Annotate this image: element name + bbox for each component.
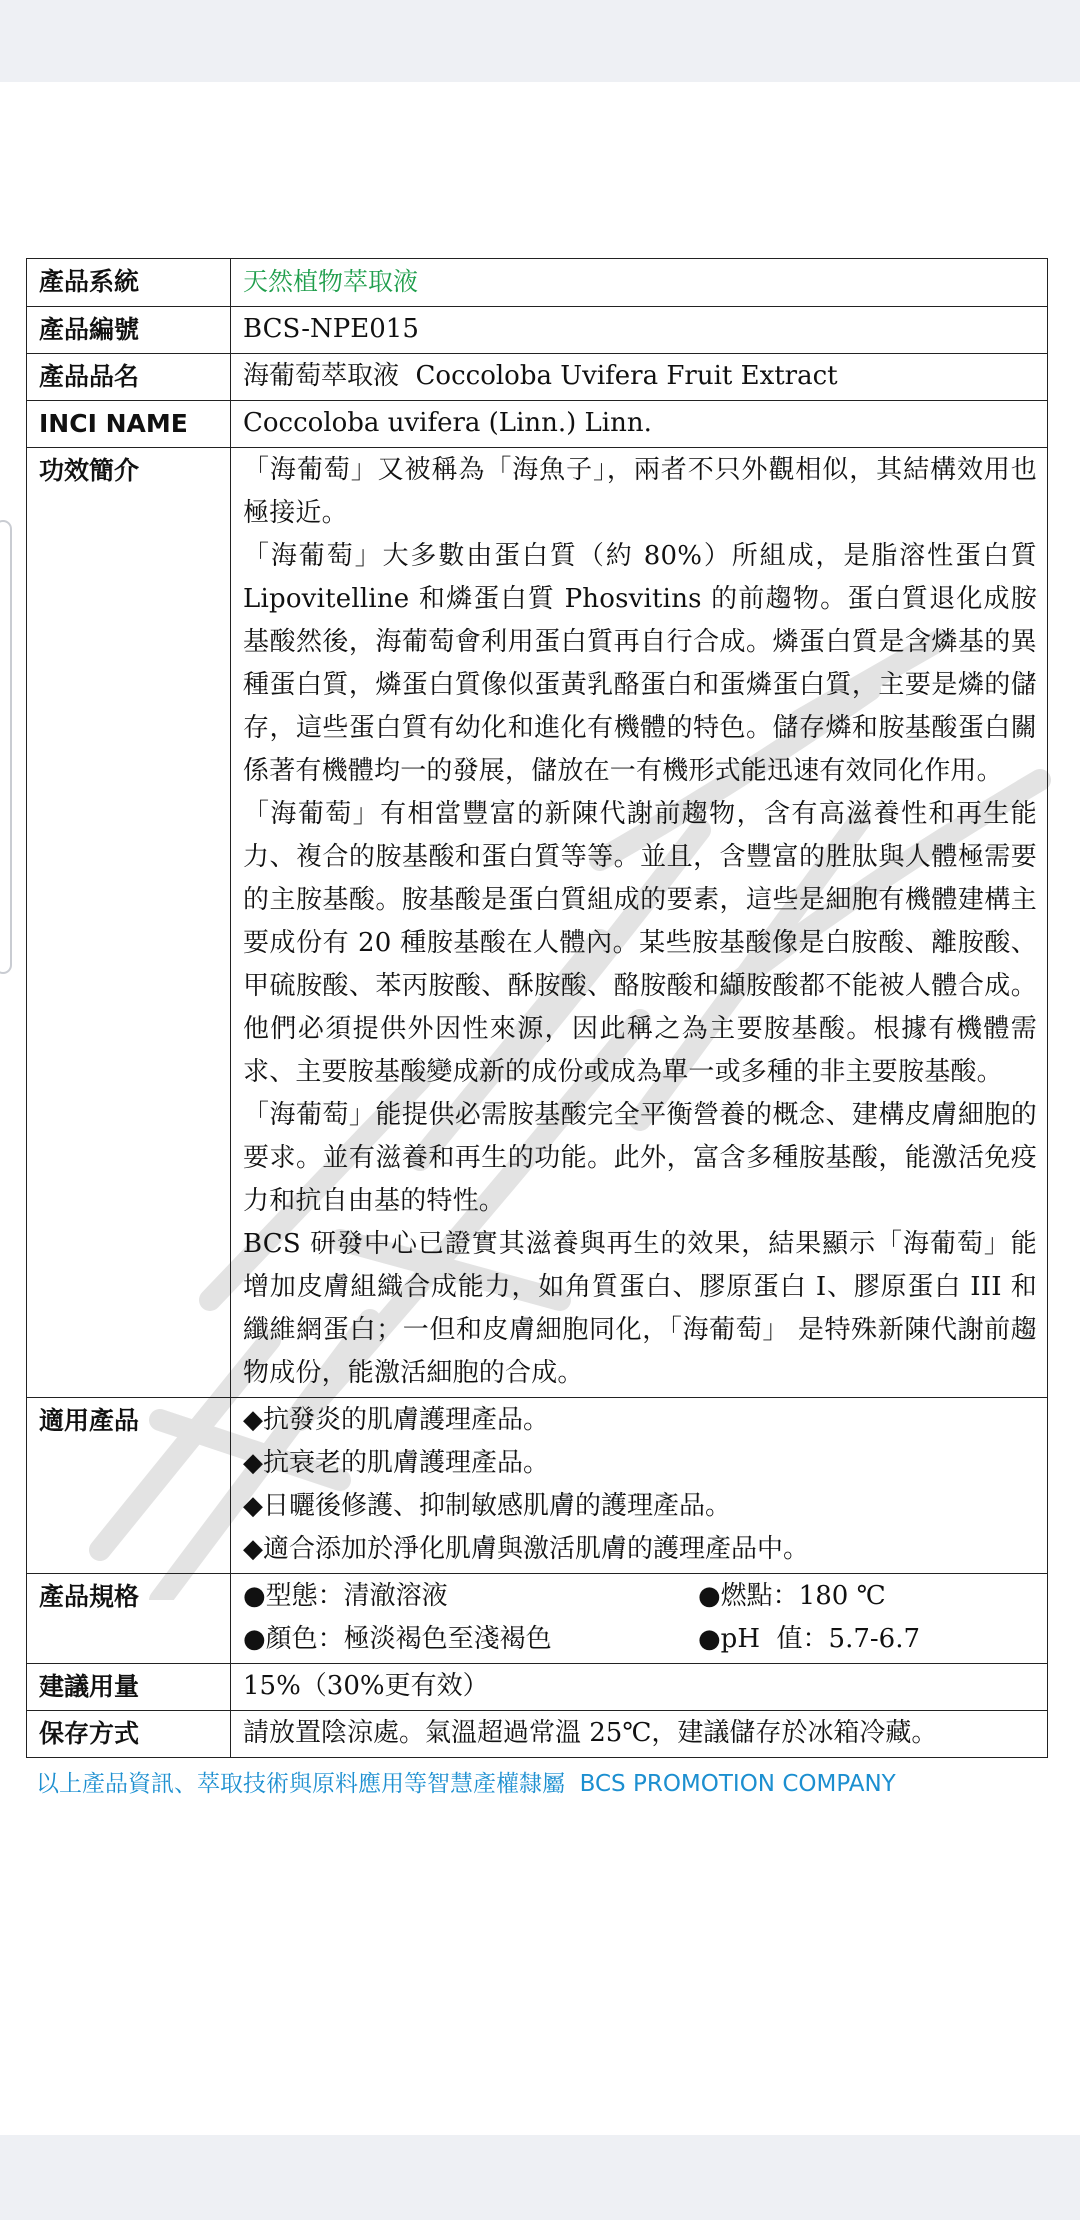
row-efficacy	[27, 448, 1048, 1398]
spec-flash-point: ●燃點：180 ℃	[698, 1581, 886, 1611]
efficacy-paragraph: 「海葡萄」又被稱為「海魚子」，兩者不只外觀相似，其結構效用也極接近。	[243, 455, 1037, 528]
value-specs	[231, 1574, 1048, 1664]
efficacy-paragraph: 「海葡萄」能提供必需胺基酸完全平衡營養的概念、建構皮膚細胞的要求。並有滋養和再生的功能。此外，富含多種胺基酸，能激活免疫力和抗自由基的特性。	[243, 1100, 1037, 1216]
row-dosage	[27, 1664, 1048, 1711]
label-name: 產品品名	[27, 354, 231, 401]
label-series: 產品系統	[27, 259, 231, 307]
row-storage	[27, 1711, 1048, 1758]
bottom-navigation-band	[0, 2135, 1080, 2220]
label-dosage: 建議用量	[27, 1664, 231, 1711]
edge-scroll-handle[interactable]	[0, 520, 12, 974]
application-item: ◆適合添加於淨化肌膚與激活肌膚的護理產品中。	[243, 1534, 809, 1564]
product-spec-table	[26, 258, 1048, 1758]
application-item: ◆抗發炎的肌膚護理產品。	[243, 1405, 549, 1435]
label-code: 產品編號	[27, 307, 231, 354]
efficacy-paragraph: 「海葡萄」有相當豐富的新陳代謝前趨物，含有高滋養性和再生能力、複合的胺基酸和蛋白質等等。並且，含豐富的胜肽與人體極需要的主胺基酸。胺基酸是蛋白質組成的要素，這些是細胞有機體建構主要成份有 20 種胺基酸在人體內。某些胺基酸像是白胺酸、離胺酸、甲硫胺酸、苯丙胺酸、酥胺酸、酪胺酸和纈胺酸都不能被人體合成。他們必須提供外因性來源，因此稱之為主要胺基酸。根據有機體需求、主要胺基酸變成新的成份或成為單一或多種的非主要胺基酸。	[243, 799, 1037, 1087]
label-inci: INCI NAME	[27, 401, 231, 448]
application-item: ◆抗衰老的肌膚護理產品。	[243, 1448, 549, 1478]
row-inci	[27, 401, 1048, 448]
product-spec-document	[26, 258, 1048, 1802]
ip-footer-note: 以上產品資訊、萃取技術與原料應用等智慧產權隸屬 BCS PROMOTION COMPANY	[36, 1771, 896, 1797]
value-series	[231, 259, 1048, 307]
value-storage: 請放置陰涼處。氣溫超過常溫 25℃，建議儲存於冰箱冷藏。	[231, 1711, 1048, 1758]
value-dosage: 15%（30%更有效）	[231, 1664, 1048, 1711]
label-efficacy: 功效簡介	[27, 448, 231, 1398]
series-value: 天然植物萃取液	[243, 267, 419, 296]
row-specs	[27, 1574, 1048, 1664]
spec-color: ●顏色：極淡褐色至淺褐色	[243, 1624, 552, 1654]
row-name	[27, 354, 1048, 401]
label-storage: 保存方式	[27, 1711, 231, 1758]
row-series	[27, 259, 1048, 307]
value-code: BCS-NPE015	[231, 307, 1048, 354]
application-item: ◆日曬後修護、抑制敏感肌膚的護理產品。	[243, 1491, 731, 1521]
spec-form: ●型態：清澈溶液	[243, 1581, 448, 1611]
value-inci: Coccoloba uvifera (Linn.) Linn.	[231, 401, 1048, 448]
value-efficacy	[231, 448, 1048, 1398]
spec-ph: ●pH 值：5.7-6.7	[698, 1624, 921, 1654]
row-applications	[27, 1398, 1048, 1574]
value-applications	[231, 1398, 1048, 1574]
efficacy-paragraph: BCS 研發中心已證實其滋養與再生的效果，結果顯示「海葡萄」能增加皮膚組織合成能力，如角質蛋白、膠原蛋白 I、膠原蛋白 III 和纖維網蛋白；一但和皮膚細胞同化，「海葡萄」 是特殊新陳代謝前趨物成份，能激活細胞的合成。	[243, 1229, 1037, 1388]
label-applications: 適用產品	[27, 1398, 231, 1574]
spec-grid	[243, 1575, 1037, 1661]
efficacy-paragraph: 「海葡萄」大多數由蛋白質（約 80%）所組成，是脂溶性蛋白質 Lipovitelline 和燐蛋白質 Phosvitins 的前趨物。蛋白質退化成胺基酸然後，海葡萄會利用蛋白質再自行合成。燐蛋白質是含燐基的異種蛋白質，燐蛋白質像似蛋黃乳酪蛋白和蛋燐蛋白質，主要是燐的儲存，這些蛋白質有幼化和進化有機體的特色。儲存燐和胺基酸蛋白關係著有機體均一的發展，儲放在一有機形式能迅速有效同化作用。	[243, 541, 1037, 786]
label-specs: 產品規格	[27, 1574, 231, 1664]
row-code	[27, 307, 1048, 354]
value-name: 海葡萄萃取液 Coccoloba Uvifera Fruit Extract	[231, 354, 1048, 401]
top-status-band	[0, 0, 1080, 82]
